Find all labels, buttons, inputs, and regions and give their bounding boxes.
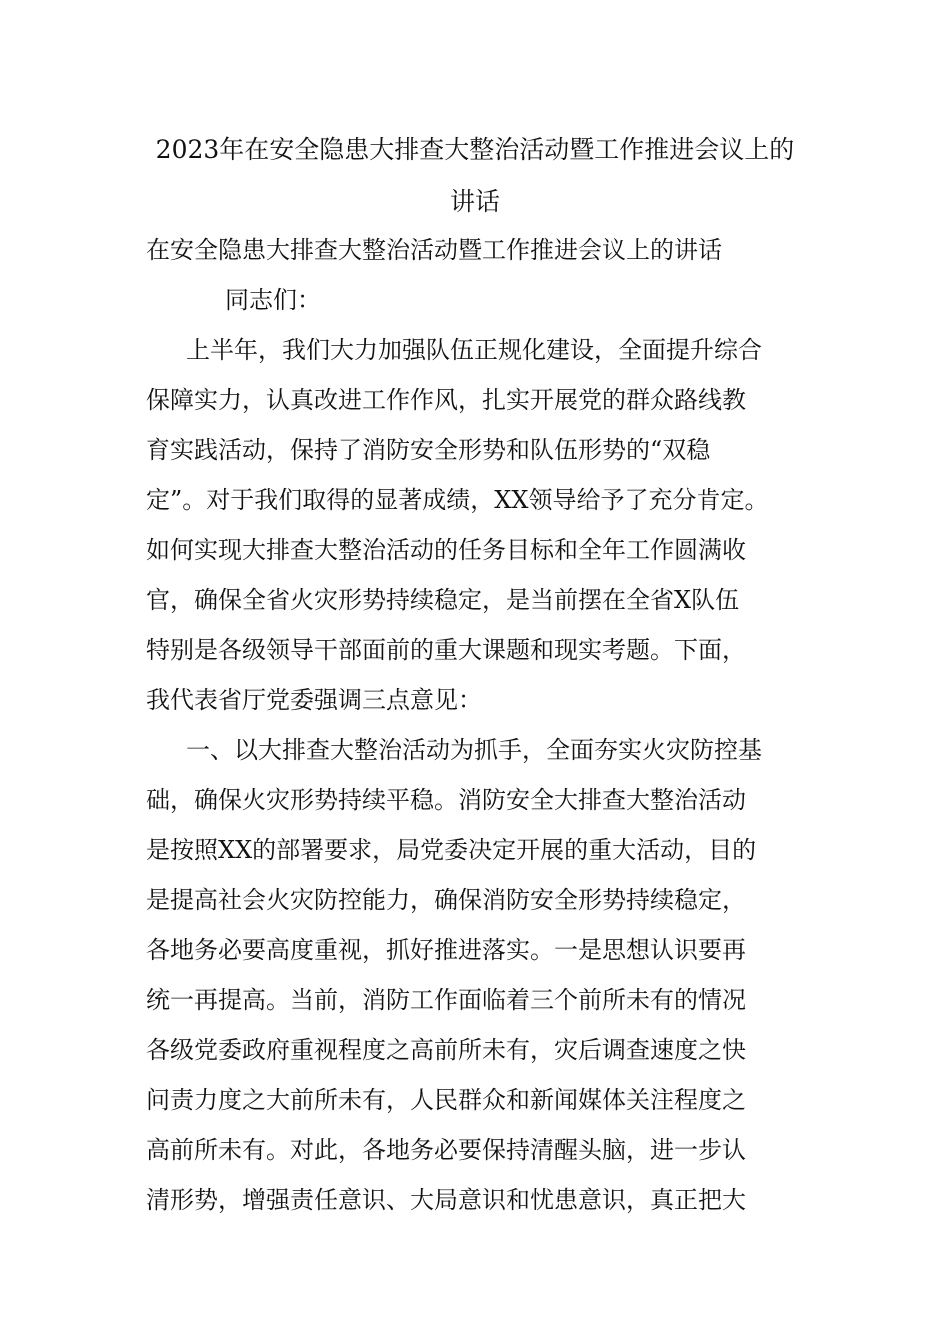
section-heading-line: 一、以大排查大整治活动为抓手，全面夯实火灾防控基 [186,736,762,764]
body-line: 统一再提高。当前，消防工作面临着三个前所未有的情况 [146,986,746,1014]
body-line: 高前所未有。对此，各地务必要保持清醒头脑，进一步认 [146,1136,746,1164]
document-title-line-2: 讲话 [449,187,500,216]
body-line: 特别是各级领导干部面前的重大课题和现实考题。下面， [146,636,746,664]
body-line: 育实践活动，保持了消防安全形势和队伍形势的“双稳 [146,436,711,464]
body-line: 定”。对于我们取得的显著成绩，XX领导给予了充分肯定。 [146,486,769,514]
body-line: 保障实力，认真改进工作作风，扎实开展党的群众路线教 [146,386,746,414]
body-line: 清形势，增强责任意识、大局意识和忧患意识，真正把大 [146,1186,746,1214]
document-title-line-1: 2023年在安全隐患大排查大整治活动暨工作推进会议上的 [155,135,795,164]
subtitle-line: 在安全隐患大排查大整治活动暨工作推进会议上的讲话 [146,236,722,264]
body-line: 官，确保全省火灾形势持续稳定，是当前摆在全省X队伍 [146,586,740,614]
body-line: 上半年，我们大力加强队伍正规化建设，全面提升综合 [186,336,762,364]
body-line: 础，确保火灾形势持续平稳。消防安全大排查大整治活动 [146,786,746,814]
body-line: 各地务必要高度重视，抓好推进落实。一是思想认识要再 [146,936,746,964]
salutation-line: 同志们： [225,286,321,314]
body-line: 是按照XX的部署要求，局党委决定开展的重大活动，目的 [146,836,757,864]
body-line: 是提高社会火灾防控能力，确保消防安全形势持续稳定， [146,886,746,914]
body-line: 各级党委政府重视程度之高前所未有，灾后调查速度之快 [146,1036,746,1064]
body-line: 我代表省厅党委强调三点意见： [146,686,482,714]
body-line: 问责力度之大前所未有，人民群众和新闻媒体关注程度之 [146,1086,746,1114]
body-line: 如何实现大排查大整治活动的任务目标和全年工作圆满收 [146,536,746,564]
